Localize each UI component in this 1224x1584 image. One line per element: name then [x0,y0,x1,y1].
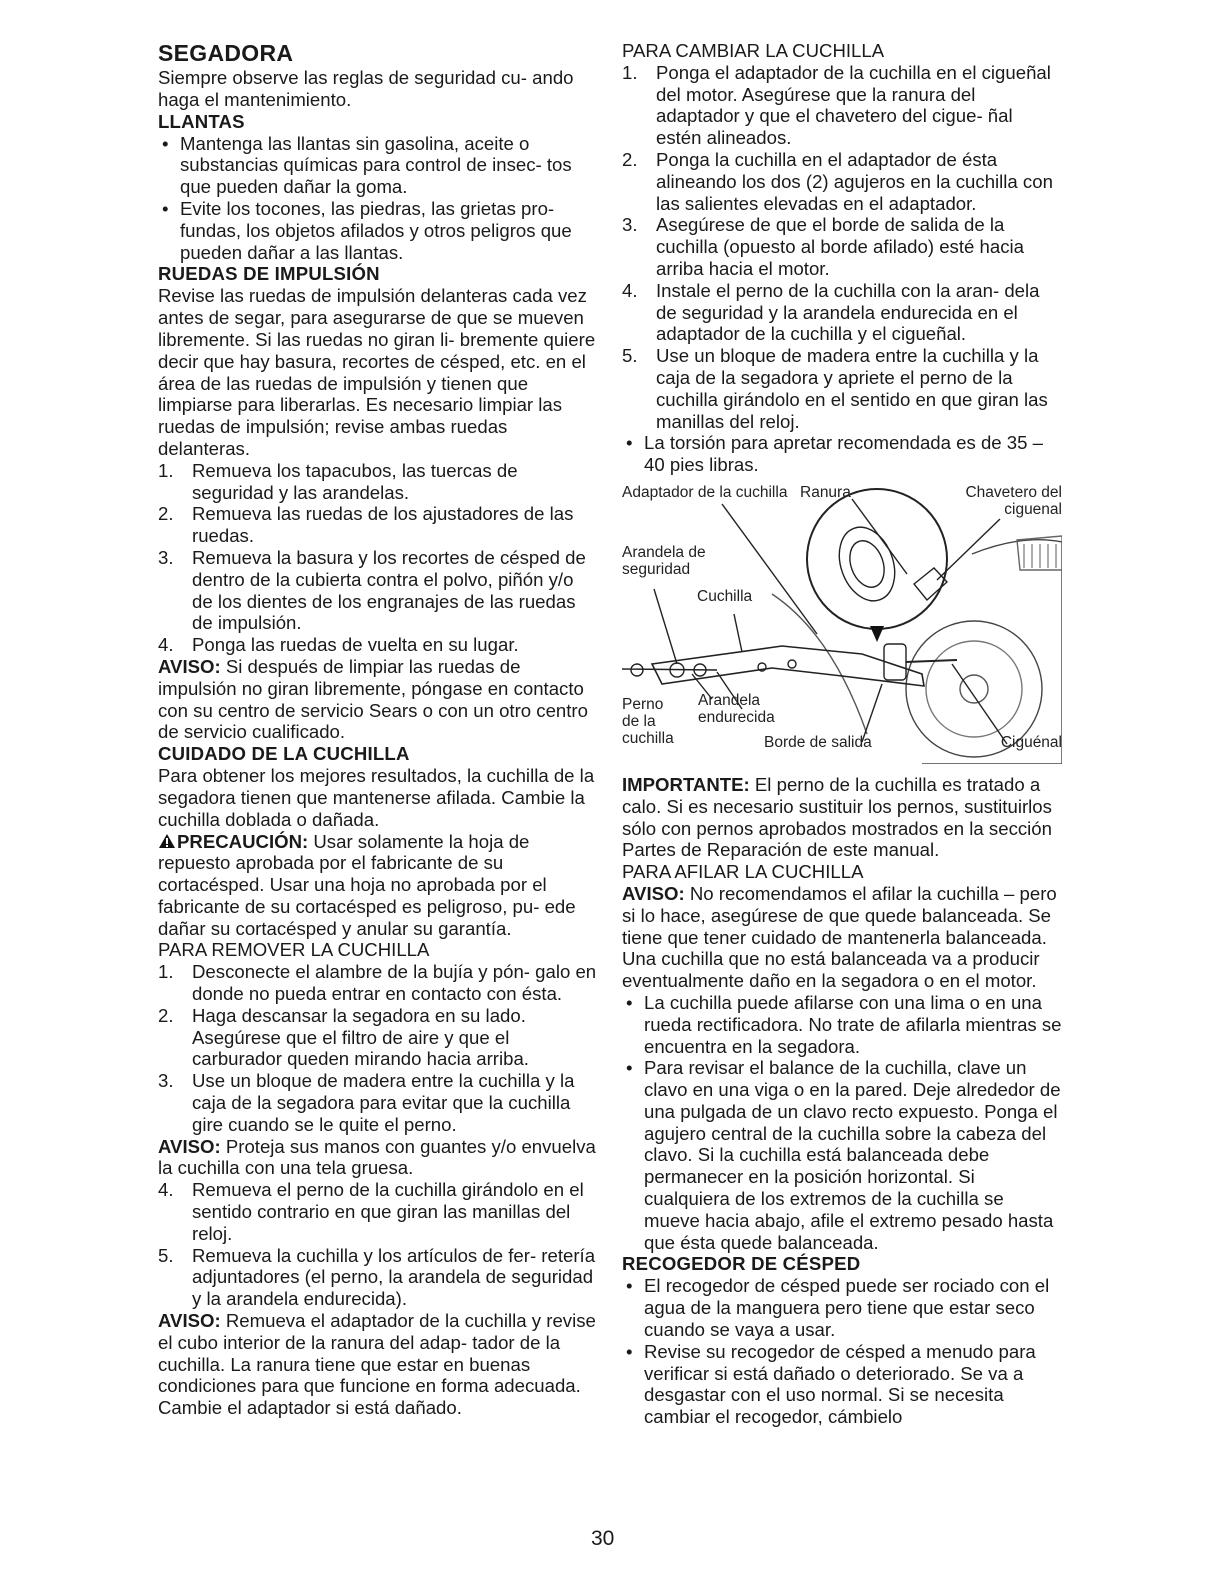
list-item: 1. Remueva los tapacubos, las tuercas de seguridad y las arandelas. [158,459,518,503]
cuidado-text: Para obtener los mejores resultados, la cuchilla de la segadora tienen que mantenerse afilada. Cambie la cuchilla doblada o dañada. [158,765,595,830]
list-item: 4. Remueva el perno de la cuchilla girándolo en el sentido contrario en que giran las manillas del reloj. [158,1179,584,1244]
aviso-guantes: AVISO: Proteja sus manos con guantes y/o envuelva la cuchilla con una tela gruesa. [158,1135,596,1179]
remover-steps-a [158,961,598,1135]
list-item: • La torsión para apretar recomendada es de 35 – 40 pies libras. [626,432,1043,476]
label-perno: Perno de la cuchilla [622,695,674,747]
list-item: 2. Ponga la cuchilla en el adaptador de ésta alineando los dos (2) agujeros en la cuchilla con las salientes elevadas en el adaptador. [622,148,1053,214]
llantas-list [158,133,598,264]
recogedor-list [622,1275,1062,1428]
warning-icon [158,833,176,849]
importante-note: IMPORTANTE: El perno de la cuchilla es tratado a calo. Si es necesario sustituir los pernos, sustituirlos sólo con pernos aprobados mostrados en la sección Partes de Reparación de este manual. [622,773,1052,861]
heading-afilar: PARA AFILAR LA CUCHILLA [622,861,864,883]
cambiar-steps [622,62,1062,433]
ruedas-steps [158,460,598,656]
list-item: 3. Use un bloque de madera entre la cuchilla y la caja de la segadora para evitar que la cuchilla gire cuando se le quite el perno. [158,1070,575,1135]
label-ciguenal: Ciguénal [1000,733,1062,751]
torsion-list [622,432,1062,476]
blade-diagram-drawing [622,484,1062,764]
intro-text: Siempre observe las reglas de seguridad cu- ando haga el mantenimiento. [158,67,574,110]
precaucion-note: PRECAUCIÓN: Usar solamente la hoja de repuesto aprobada por el fabricante de su cortacésped. Usar una hoja no aprobada por el fabricante de su cortacésped es peligroso, pu- ede dañar su cortacésped y anular su garantía. [158,830,576,939]
heading-recogedor: RECOGEDOR DE CÉSPED [622,1253,861,1275]
label-borde: Borde de salida [764,733,872,751]
afilar-list [622,992,1062,1254]
label-chavetero: Chavetero del ciguenal [965,483,1062,518]
list-item: 4. Ponga las ruedas de vuelta en su lugar. [158,634,519,656]
heading-ruedas: RUEDAS DE IMPULSIÓN [158,263,380,285]
list-item: • Evite los tocones, las piedras, las grietas pro- fundas, los objetos afilados y otros peligros que pueden dañar a las llantas. [162,197,572,263]
ruedas-text: Revise las ruedas de impulsión delanteras cada vez antes de segar, para asegurarse de que se mueven libremente. Si las ruedas no giran li- bremente quiere decir que hay basura, recortes de césped, etc. en el área de las ruedas de impulsión y tienen que limpiarse para liberarlas. Es necesario limpiar las ruedas de impulsión; revise ambas ruedas delanteras. [158,285,596,459]
list-item: 2. Haga descansar la segadora en su lado. Asegúrese que el filtro de aire y que el carburador queden mirando hacia arriba. [158,1004,529,1070]
heading-remover: PARA REMOVER LA CUCHILLA [158,939,430,961]
heading-llantas: LLANTAS [158,110,245,132]
label-arandela-seguridad: Arandela de seguridad [622,543,706,578]
list-item: • El recogedor de césped puede ser rociado con el agua de la manguera pero tiene que estar seco cuando se vaya a usar. [626,1275,1050,1341]
list-item: • Mantenga las llantas sin gasolina, aceite o substancias químicas para control de insec- tos que pueden dañar la goma. [162,132,572,198]
list-item: 1. Ponga el adaptador de la cuchilla en el cigueñal del motor. Asegúrese que la ranura del adaptador y que el chavetero del cigue- ñal estén alineados. [622,61,1051,149]
right-column [622,40,1062,1428]
list-item: 2. Remueva las ruedas de los ajustadores de las ruedas. [158,503,574,547]
blade-diagram: Adaptador de la cuchilla Ranura Chavetero del ciguenal Arandela de seguridad Cuchilla Perno de la cuchilla Arandela endurecida Borde de salida Ciguénal [622,484,1062,764]
list-item: • La cuchilla puede afilarse con una lima o en una rueda rectificadora. No trate de afilarla mientras se encuentra en la segadora. [626,991,1062,1057]
heading-cuidado: CUIDADO DE LA CUCHILLA [158,743,410,765]
list-item: 3. Asegúrese de que el borde de salida de la cuchilla (opuesto al borde afilado) esté hacia arriba hacia el motor. [622,214,1024,279]
label-adaptador: Adaptador de la cuchilla [622,483,788,501]
aviso-afilar: AVISO: No recomendamos el afilar la cuchilla – pero si lo hace, asegúrese de que quede balanceada. Se tiene que tener cuidado de mantenerla balanceada. Una cuchilla que no está balanceada va a producir eventualmente daño en la segadora o en el motor. [622,882,1057,992]
label-arandela-endurecida: Arandela endurecida [698,691,775,726]
label-cuchilla: Cuchilla [697,587,753,605]
list-item: 4. Instale el perno de la cuchilla con la aran- dela de seguridad y la arandela endurecida en el adaptador de la cuchilla y el cigueñal. [622,279,1040,345]
heading-cambiar: PARA CAMBIAR LA CUCHILLA [622,40,885,61]
list-item: 3. Remueva la basura y los recortes de césped de dentro de la cubierta contra el polvo, piñón y/o de los dientes de los engranajes de las ruedas de impulsión. [158,546,586,634]
list-item: 5. Use un bloque de madera entre la cuchilla y la caja de la segadora y apriete el perno de la cuchilla girándolo en el sentido en que giran las manillas del reloj. [622,345,1048,432]
aviso-adaptador: AVISO: Remueva el adaptador de la cuchilla y revise el cubo interior de la ranura del adap- tador de la cuchilla. La ranura tiene que estar en buenas condiciones para que funcione en forma adecuada. Cambie el adaptador si está dañado. [158,1310,596,1419]
left-column [158,40,598,1419]
list-item: • Para revisar el balance de la cuchilla, clave un clavo en una viga o en la pared. Deje alrededor de una pulgada de un clavo recto expuesto. Ponga el agujero central de la cuchilla sobre la cabeza del clavo. Si la cuchilla está balanceada debe permanecer en la posición horizontal. Si cualquiera de los extremos de la cuchilla se mueve hacia abajo, afile el extremo pesado hasta que ésta quede balanceada. [626,1057,1061,1253]
list-item: • Revise su recogedor de césped a menudo para verificar si está dañado o deteriorado. Se va a desgastar con el uso normal. Si se necesita cambiar el recogedor, cámbielo [626,1340,1036,1428]
aviso-ruedas: AVISO: Si después de limpiar las ruedas de impulsión no giran libremente, póngase en contacto con su centro de servicio Sears o con un otro centro de servicio cualificado. [158,655,588,743]
page-number: 30 [591,1527,615,1550]
list-item: 5. Remueva la cuchilla y los artículos de fer- retería adjuntadores (el perno, la arandela de seguridad y la arandela endurecida). [158,1244,596,1310]
list-item: 1. Desconecte el alambre de la bujía y pón- galo en donde no pueda entrar en contacto con ésta. [158,961,597,1005]
remover-steps-b [158,1179,598,1310]
section-title-segadora: SEGADORA [158,40,294,66]
